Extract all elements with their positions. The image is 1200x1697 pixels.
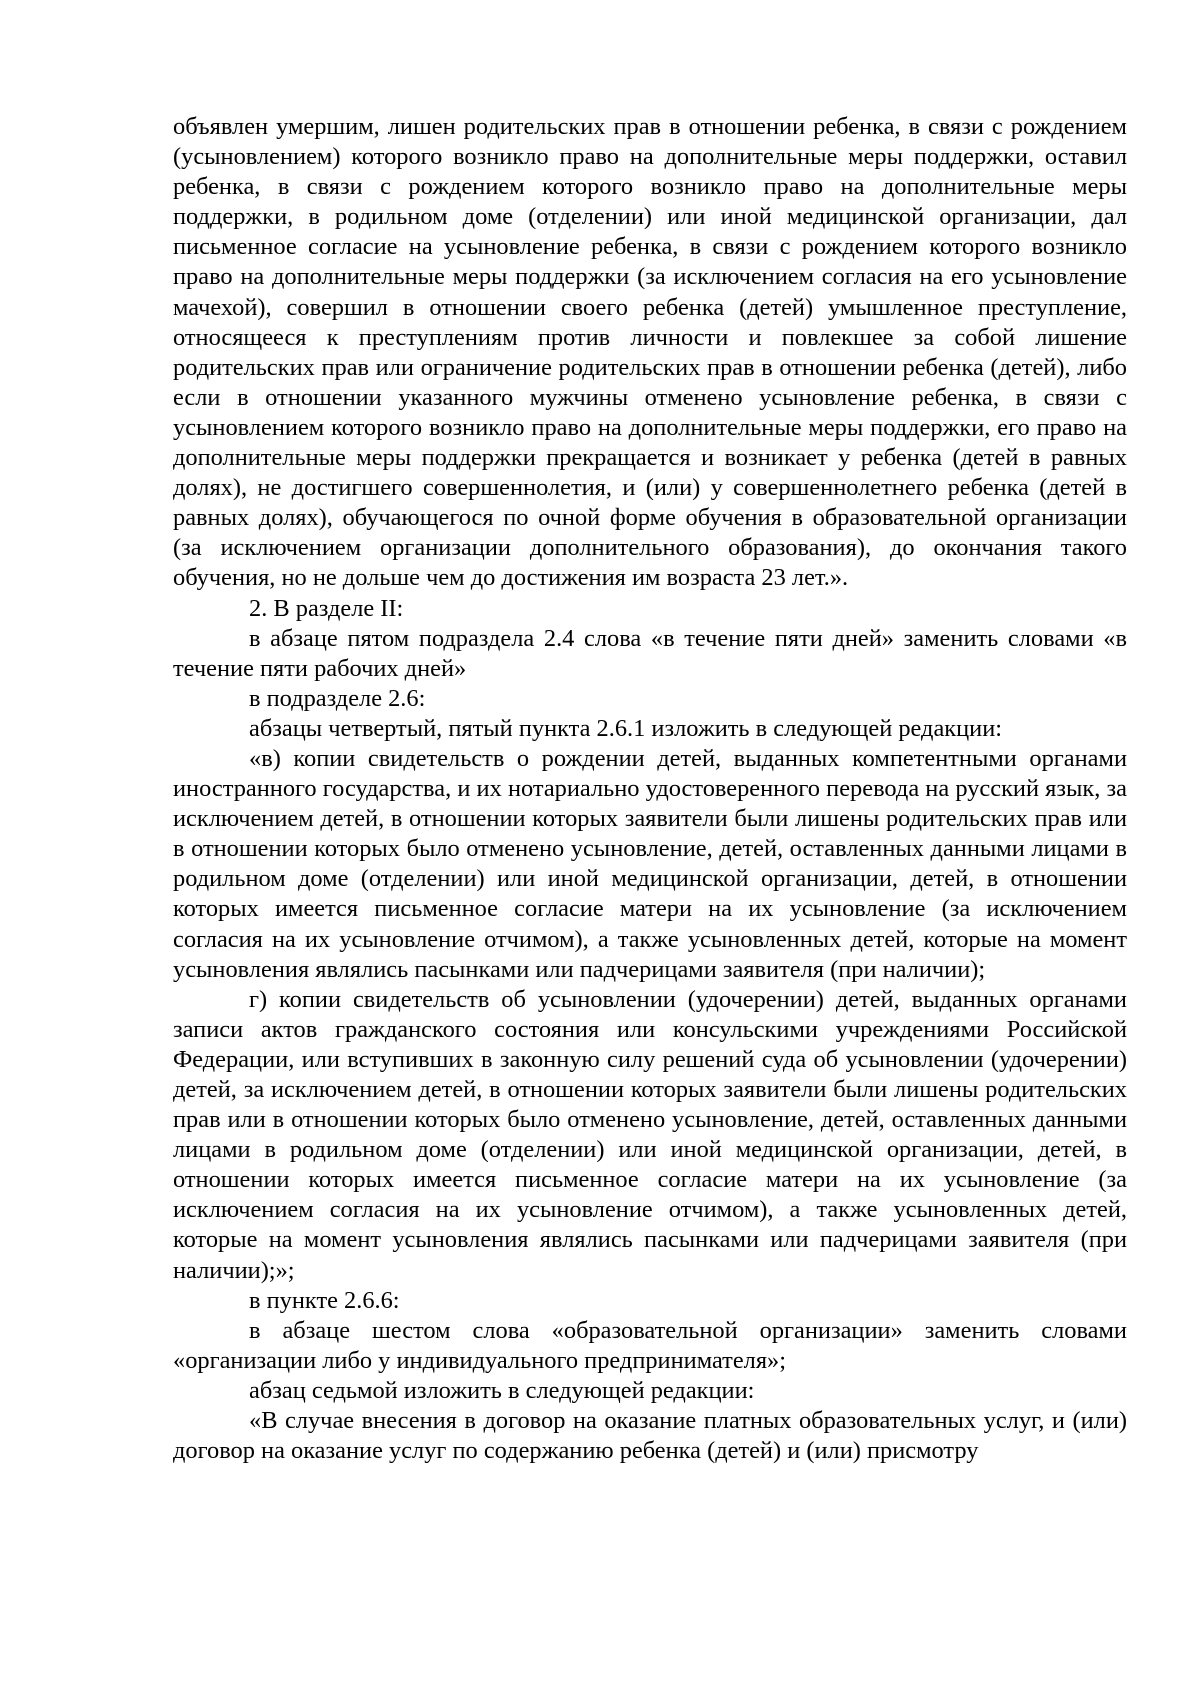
paragraph-subsection-2-6: в подразделе 2.6: <box>249 684 426 712</box>
paragraph-item-2-6-1: абзацы четвертый, пятый пункта 2.6.1 изложить в следующей редакции: <box>249 714 1003 742</box>
paragraph-continuation: объявлен умершим, лишен родительских прав в отношении ребенка, в связи с рождением (усыновлением) которого возникло право на дополнительные меры поддержки, оставил ребенка, в связи с рождением которого возникло право на дополнительные меры поддержки, в родильном доме (отделении) или иной медицинской организации, дал письменное согласие на усыновление ребенка, в связи с рождением которого возникло право на дополнительные меры поддержки (за исключением согласия на его усыновление мачехой), совершил в отношении своего ребенка (детей) умышленное преступление, относящееся к преступлениям против личности и повлекшее за собой лишение родительских прав или ограничение родительских прав в отношении ребенка (детей), либо если в отношении указанного мужчины отменено усыновление ребенка, в связи с усыновлением которого возникло право на дополнительные меры поддержки, его право на дополнительные меры поддержки прекращается и возникает у ребенка (детей в равных долях), не достигшего совершеннолетия, и (или) у совершеннолетнего ребенка (детей в равных долях), обучающегося по очной форме обучения в образовательной организации (за исключением организации дополнительного образования), до окончания такого обучения, но не дольше чем до достижения им возраста 23 лет.». <box>173 113 1127 592</box>
paragraph-seventh-abzac: абзац седьмой изложить в следующей редакции: <box>249 1376 755 1404</box>
paragraph-item-2-6-6: в пункте 2.6.6: <box>249 1286 400 1314</box>
paragraph-sixth-abzac: в абзаце шестом слова «образовательной организации» заменить словами «организации либо у индивидуального предпринимателя»; <box>173 1316 1127 1374</box>
paragraph-section-2-heading: 2. В разделе II: <box>249 594 404 622</box>
document-page <box>173 112 1127 1466</box>
paragraph-subsection-2-4: в абзаце пятом подраздела 2.4 слова «в течение пяти дней» заменить словами «в течение пяти рабочих дней» <box>173 624 1127 682</box>
paragraph-clause-g: г) копии свидетельств об усыновлении (удочерении) детей, выданных органами записи актов гражданского состояния или консульскими учреждениями Российской Федерации, или вступивших в законную силу решений суда об усыновлении (удочерении) детей, за исключением детей, в отношении которых заявители были лишены родительских прав или в отношении которых было отменено усыновление, детей, оставленных данными лицами в родильном доме (отделении) или иной медицинской организации, детей, в отношении которых имеется письменное согласие матери на их усыновление (за исключением согласия на их усыновление отчимом), а также усыновленных детей, которые на момент усыновления являлись пасынками или падчерицами заявителя (при наличии);»; <box>173 985 1127 1284</box>
paragraph-new-text: «В случае внесения в договор на оказание платных образовательных услуг, и (или) договор на оказание услуг по содержанию ребенка (детей) и (или) присмотру <box>173 1407 1127 1465</box>
paragraph-clause-v: «в) копии свидетельств о рождении детей, выданных компетентными органами иностранного государства, и их нотариально удостоверенного перевода на русский язык, за исключением детей, в отношении которых заявители были лишены родительских прав или в отношении которых было отменено усыновление, детей, оставленных данными лицами в родильном доме (отделении) или иной медицинской организации, детей, в отношении которых имеется письменное согласие матери на их усыновление (за исключением согласия на их усыновление отчимом), а также усыновленных детей, которые на момент усыновления являлись пасынками или падчерицами заявителя (при наличии); <box>173 744 1127 983</box>
